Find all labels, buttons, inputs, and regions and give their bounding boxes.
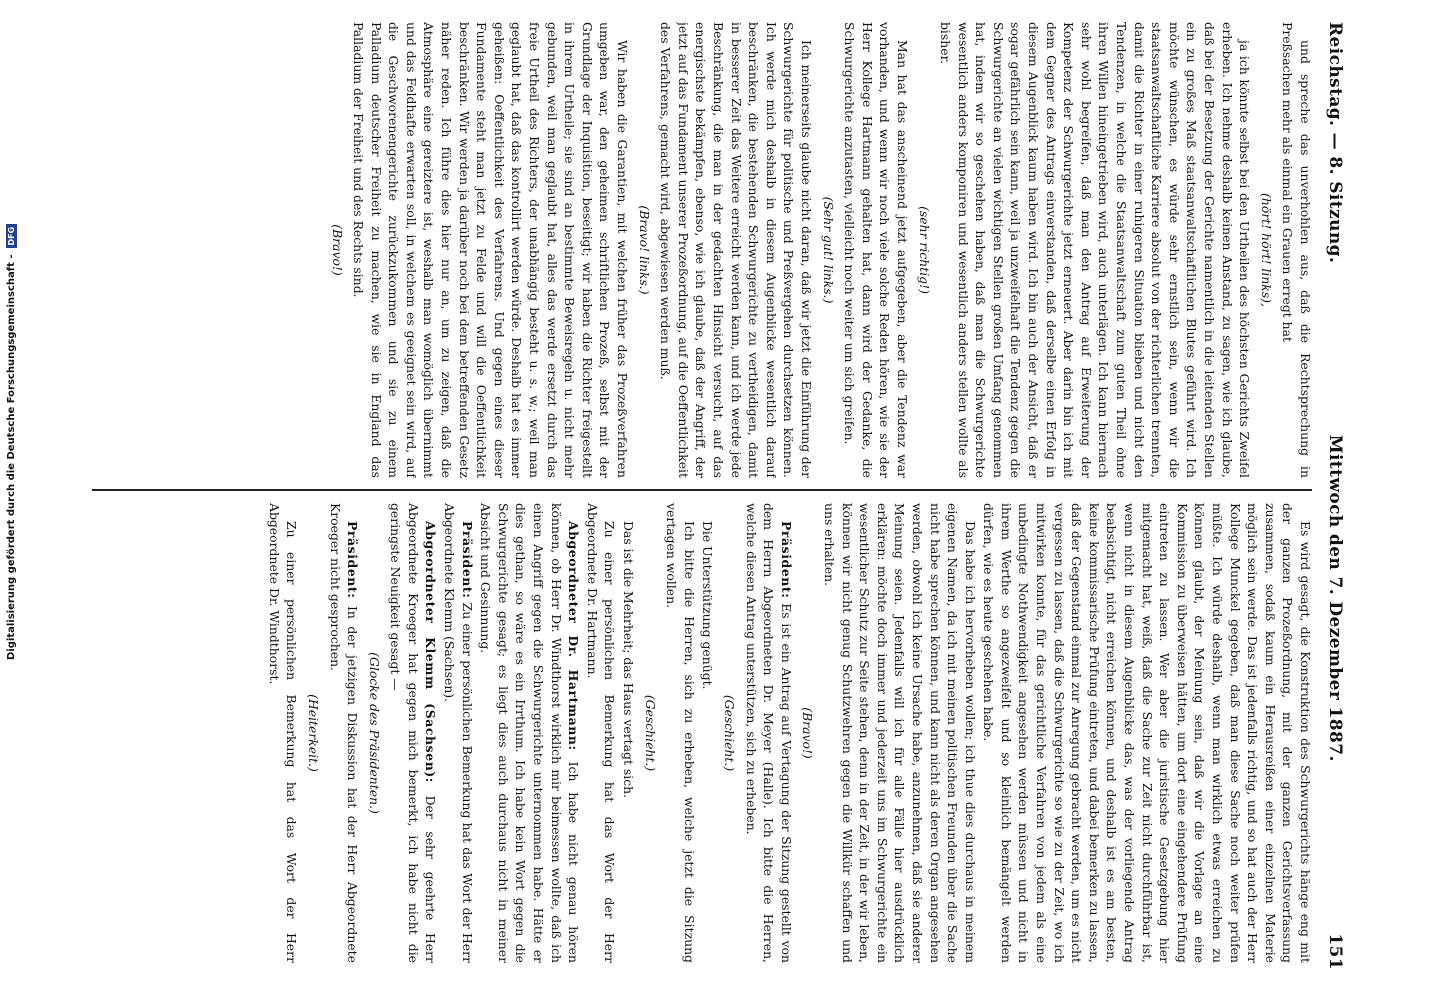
speech-text: Es ist ein Antrag auf Vertagung der Sitzung gestellt von dem Herrn Abgeordneten Dr. Meyer (Halle). Ich bitte die Herren, welche diesen Antrag unterstützen, sich zu erheben.: [743, 503, 794, 963]
scanned-page: [50, 0, 1382, 1000]
speaker-name: Abgeordneter Klemm (Sachsen):: [423, 521, 439, 783]
stage-note: (Heiterkeit.): [305, 694, 321, 772]
speech-text: In der jetzigen Diskussion hat der Herr Abgeordnete Kroeger nicht gesprochen.: [327, 503, 361, 963]
speech-paragraph: [742, 503, 795, 963]
text-paragraph: Das habe ich hervorheben wollen; ich thue dies durchaus in meinem eigenen Namen, da ich mit meinen politischen Freunden über die Sache nicht habe sprechen können, und kann nicht als deren Organ angesehen werden, obwohl ich keine Ursache habe, anzunehmen, daß sie anderer Meinung seien. Jedenfalls will ich für alle Fälle hier ausdrücklich erklären: möchte doch immer und jederzeit uns im Schwurgerichte ein wesentlicher Schutz zur Seite stehen, denn in der Zeit, in der wir leben, können wir nicht genug Schutzwehren gegen die Willkür schaffen und uns erhalten.: [821, 503, 978, 963]
speaker-name: Präsident:: [778, 521, 794, 599]
speaker-name: Präsident:: [459, 521, 475, 599]
stage-note: (Geschieht.): [642, 694, 658, 772]
header-date: Mittwoch den 7. Dezember 1887.: [1325, 434, 1345, 762]
left-text-column: [70, 22, 1314, 478]
speech-text: Zu einer persönlichen Bemerkung hat das Wort der Herr Abgeordnete Klemm (Sachsen).: [442, 503, 475, 963]
speech-paragraph: [387, 503, 440, 963]
column-divider: [92, 489, 1312, 491]
text-paragraph: Wir haben die Garantien, mit welchen früher das Prozeßverfahren umgeben war, den geheimen schriftlichen Prozeß, selbst mit der Grundlage der Inquisition, beseitigt; wir haben die Richter freigestellt in ihrem Urtheile; sie sind an bestimmte Beweisregeln u. nicht mehr gebunden, weil man geglaubt hat, alles das werde ersetzt durch das freie Urtheil des Richters, der unabhängig besteht u. s. w.; weil man geglaubt hat, daß das kontrollirt werden würde. Deshalb hat es immer geheißen: Oeffentlichkeit des Verfahrens. Und gegen eines dieser Fundamente steht man jetzt zu Felde und will die Oeffentlichkeit beschränken. Wir werden ja darüber noch bei dem betreffenden Gesetz näher reden. Ich führe dies hier nur an, um zu zeigen, daß die Atmosphäre eine gereiztere ist, weshalb man womöglich übernimmt und das Feldhafte erwarten soll, in welchem es geeignet sein wird, auf die Geschworenengerichte zurückzukommen und sie zu einem Palladium deutscher Freiheit zu machen, wie sie in England das Palladium der Freiheit und des Rechts sind.: [351, 22, 631, 478]
speech-paragraph: [441, 503, 476, 963]
speech-text: Ich habe nicht genau hören können, ob Herr Dr. Windthorst wirklich mir beimessen wollte, daß ich einen Angriff gegen die Schwurgerichte unternommen habe. Hätte er dies gethan, so wäre es ein Irrthum. Ich habe kein Wort gegen die Schwurgerichte gesagt; es liegt dies auch durchaus nicht in meiner Absicht und Gesinnung.: [478, 503, 582, 963]
stage-note: (Geschieht.): [722, 694, 737, 772]
stage-note: (Bravo!): [800, 707, 816, 759]
dfg-logo: DFG: [6, 224, 17, 249]
speech-paragraph: [477, 503, 583, 963]
speech-paragraph: [326, 503, 361, 963]
text-paragraph: Zu einer persönlichen Bemerkung hat das Wort der Herr Abgeordnete Dr. Hartmann.: [584, 503, 618, 963]
text-paragraph: und spreche das unverhohlen aus, daß die Rechtsprechung in Preßsachen mehr als einmal ein Grauen erregt hat: [1280, 22, 1313, 478]
stage-note: (Sehr gut! links.): [820, 196, 836, 304]
text-paragraph: Zu einer persönlichen Bemerkung hat das Wort der Herr Abgeordnete Dr. Windthorst.: [266, 503, 300, 963]
right-text-column: [70, 503, 1314, 963]
stage-note: (sehr richtig!): [916, 206, 932, 294]
page-header: [1322, 22, 1348, 970]
text-paragraph: Die Unterstützung genügt.: [700, 521, 716, 690]
text-paragraph: Man hat das anscheinend jetzt aufgegeben, aber die Tendenz war vorhanden, und wenn wir noch viele solche Reden hören, wie sie der Herr Kollege Hartmann gehalten hat, dann wird der Gedanke, die Schwurgerichte anzutasten, vielleicht noch weiter um sich greifen.: [842, 22, 910, 478]
speaker-name: Präsident:: [345, 521, 361, 599]
text-paragraph: Ich meinerseits glaube nicht daran, daß wir jetzt die Einführung der Schwurgerichte für politische und Preßvergehen durchsetzen können. Ich werde mich deshalb in diesem Augenblicke wesentlich darauf beschränken, die bestehenden Schwurgerichte zu vertheidigen, damit in besserer Zeit das Weitere erreicht werden kann, und ich werde jede Beschränkung, die man in der gedachten Hinsicht versucht, auf das energischste bekämpfen, ebenso, wie ich glaube, daß der Angriff, der jetzt auf das Fundament unserer Prozeßordnung, auf die Oeffentlichkeit des Verfahrens, gemacht wird, abgewiesen werden muß.: [658, 22, 814, 478]
text-paragraph: Es wird gesagt, die Konstruktion des Schwurgerichts hänge eng mit der ganzen Prozeßordnung, mit der ganzen Gerichtsverfassung zusammen, sodaß kaum ein Herausreißen einer einzelnen Materie möglich sein werde. Das ist jedenfalls richtig, und so hat auch der Herr Kollege Munckel gegeben, daß man diese Sache noch weiter prüfen müßte. Ich würde deshalb, wenn man wirklich etwas erreichen zu können glaubt, der Meinung sein, daß wir die Vorlage an eine Kommission zu überweisen hätten, um dort eine eingehendere Prüfung eintreten zu lassen. Wer aber die juristische Gesetzgebung hier mitgemacht hat, weiß, daß die Sache zur Zeit nicht durchführbar ist, wenn nicht in diesem Augenblicke das, was der vorliegende Antrag beabsichtigt, nicht erreichen können, und deshalb ist es am besten, keine kommissarische Prüfung eintreten, und dabei bemerken zu lassen, daß der Gegenstand einmal zur Anregung gebracht werden, um es nicht vergessen zu lassen, daß die Schwurgerichte so wie zu der Zeit, wo ich mitwirken konnte, für das gerichtliche Verfahren von jedem als eine unbedingte Nothwendigkeit angesehen werden müssen und nicht in ihrem Werthe so angezweifelt und so kleinlich bemängelt werden dürfen, wie es heute geschehen habe.: [981, 503, 1313, 963]
text-paragraph: Ich bitte die Herren, sich zu erheben, welche jetzt die Sitzung vertagen wollen.: [664, 503, 697, 963]
stage-note: (Bravo!): [329, 224, 345, 276]
digitization-footer: [4, 20, 18, 660]
speech-text: Der sehr geehrte Herr Abgeordnete Kroeger hat gegen mich bemerkt, ich habe nicht die geringste Neuigkeit gesagt —: [388, 503, 439, 963]
stage-note: (Bravo! links.): [636, 205, 652, 295]
text-paragraph: Das ist die Mehrheit; das Haus vertagt sich.: [621, 521, 637, 799]
text-paragraph: ja ich könnte selbst bei den Urtheilen des höchsten Gerichts Zweifel erheben. Ich nehme deshalb keinen Anstand, zu sagen, wie ich glaube, daß bei der Besetzung der Gerichte namentlich in die leitenden Stellen ein zu großes Maß staatsanwaltschaftlichen Blutes geführt wird. Ich möchte wünschen, es würde sehr ernstlich sein, wenn wir die staatsanwaltschaftliche Karriere absolut von der richterlichen trennten, damit die Richter in einer ruhigeren Situation blieben und nicht den Tendenzen, in welche die Staatsanwaltschaft zum guten Theil ohne ihren Willen hineingetrieben wird, auch unterlägen. Ich kann hiernach sehr wohl begreifen, daß man den Antrag auf Erweiterung der Kompetenz der Schwurgerichte jetzt erneuert. Aber darin bin ich mit dem Gegner des Antrags einverstanden, daß derselbe einen Erfolg in diesem Augenblick kaum haben wird. Ich bin auch der Ansicht, daß er sogar gefährlich sein kann, weil ja unzweifelhaft die Tendenz gegen die Schwurgerichte an vielen wichtigen Stellen großen Umfang genommen hat, indem wir so geschehen haben, daß man die Schwurgerichte wesentlich anders komponiren und wesentlich anders stellen wollte als bisher.: [938, 22, 1253, 478]
speaker-name: Abgeordneter Dr. Hartmann:: [566, 521, 582, 751]
footer-credit: Digitalisierung gefördert durch die Deutsche Forschungsgemeinschaft -: [5, 254, 17, 660]
stage-note: (Glocke des Präsidenten.): [366, 652, 382, 814]
page-number: 151: [1325, 933, 1345, 970]
header-session: Reichstag. — 8. Sitzung.: [1325, 22, 1345, 264]
stage-note: (hört! hört! links),: [1258, 193, 1274, 307]
